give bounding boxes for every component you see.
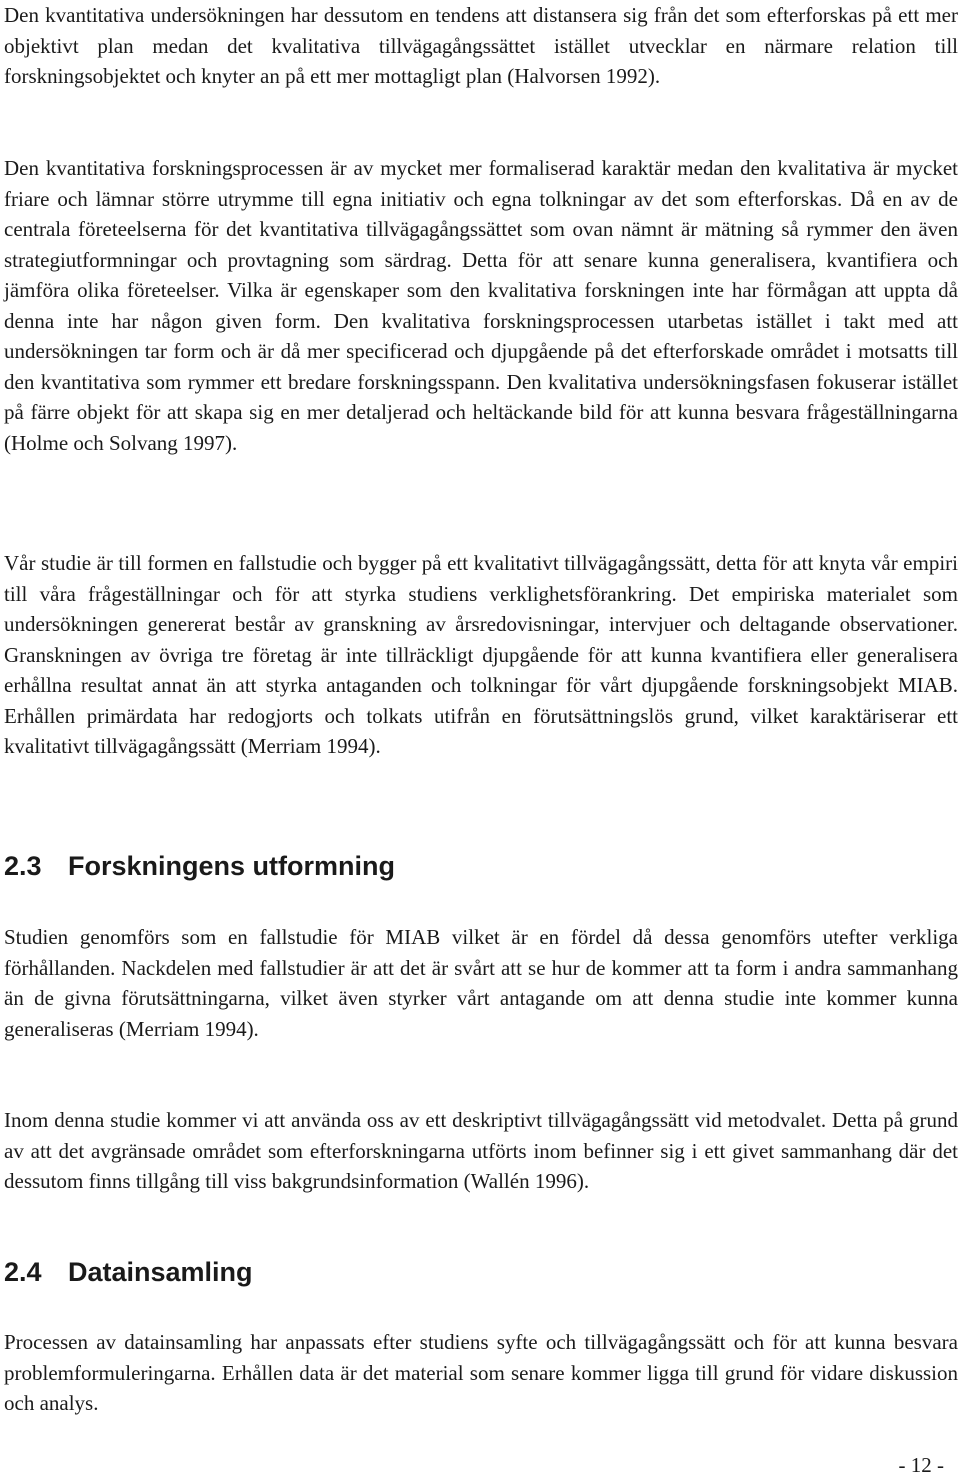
paragraph-5: Inom denna studie kommer vi att använda oss av ett deskriptivt tillvägagångssätt vid metodvalet. Detta på grund av att det avgränsade området som efterforskningarna utförts inom befinner sig i ett givet sammanhang där det dessutom finns tillgång till viss bakgrundsinformation (Wallén 1996). bbox=[4, 1108, 958, 1193]
page-number: - 12 - bbox=[898, 1453, 944, 1477]
document-page bbox=[4, 0, 958, 1478]
section-heading-2-3 bbox=[4, 849, 395, 883]
paragraph-2: Den kvantitativa forskningsprocessen är av mycket mer formaliserad karaktär medan den kvalitativa är mycket friare och lämnar större utrymme till egna initiativ och egna tolkningar av det som efterforskas. Då en av de centrala företeelserna för det kvantitativa tillvägagångssättet som ovan nämnt är mätning så rymmer den även strategiutformningar och provtagning som särdrag. Detta för att senare kunna generalisera, kvantifiera och jämföra olika företeelser. Vilka är egenskaper som den kvalitativa forskningen inte har förmågan att uppta då denna inte har någon given form. Den kvalitativa forskningsprocessen utarbetas istället i takt med att undersökningen tar form och är då mer specificerad och djupgående på det efterforskade området i motsatts till den kvantitativa som rymmer ett bredare forskningsspann. Den kvalitativa undersökningsfasen fokuserar istället på färre objekt för att skapa sig en mer detaljerad och heltäckande bild för att kunna besvara frågeställningarna (Holme och Solvang 1997). bbox=[4, 156, 958, 455]
paragraph-1: Den kvantitativa undersökningen har dessutom en tendens att distansera sig från det som efterforskas på ett mer objektivt plan medan det kvalitativa tillvägagångssättet istället utvecklar en närmare relation till forskningsobjektet och knyter an på ett mer mottagligt plan (Halvorsen 1992). bbox=[4, 3, 958, 88]
section-heading-2-4 bbox=[4, 1255, 253, 1289]
section-number: 2.3 bbox=[4, 851, 42, 881]
section-title: Forskningens utformning bbox=[68, 851, 395, 881]
section-title: Datainsamling bbox=[68, 1257, 253, 1287]
section-number: 2.4 bbox=[4, 1257, 42, 1287]
paragraph-6: Processen av datainsamling har anpassats efter studiens syfte och tillvägagångssätt och för att kunna besvara problemformuleringarna. Erhållen data är det material som senare kommer ligga till grund för vidare diskussion och analys. bbox=[4, 1330, 958, 1415]
paragraph-4: Studien genomförs som en fallstudie för MIAB vilket är en fördel då dessa genomförs utefter verkliga förhållanden. Nackdelen med fallstudier är att det är svårt att se hur de kommer att ta form i andra sammanhang än de givna förutsättningarna, vilket även styrker vårt antagande om att denna studie inte kommer kunna generaliseras (Merriam 1994). bbox=[4, 925, 958, 1041]
paragraph-3: Vår studie är till formen en fallstudie och bygger på ett kvalitativt tillvägagångssätt, detta för att knyta vår empiri till våra frågeställningar och för att styrka studiens verklighetsförankring. Det empiriska materialet som undersökningen genererat består av granskning av årsredovisningar, intervjuer och deltagande observationer. Granskningen av övriga tre företag är inte tillräckligt djupgående för att kunna kvantifiera eller generalisera erhållna resultat annat än att styrka antaganden och tolkningar för vårt djupgående forskningsobjekt MIAB. Erhållen primärdata har redogjorts och tolkats utifrån en förutsättningslös grund, vilket karaktäriserar ett kvalitativt tillvägagångssätt (Merriam 1994). bbox=[4, 551, 958, 758]
